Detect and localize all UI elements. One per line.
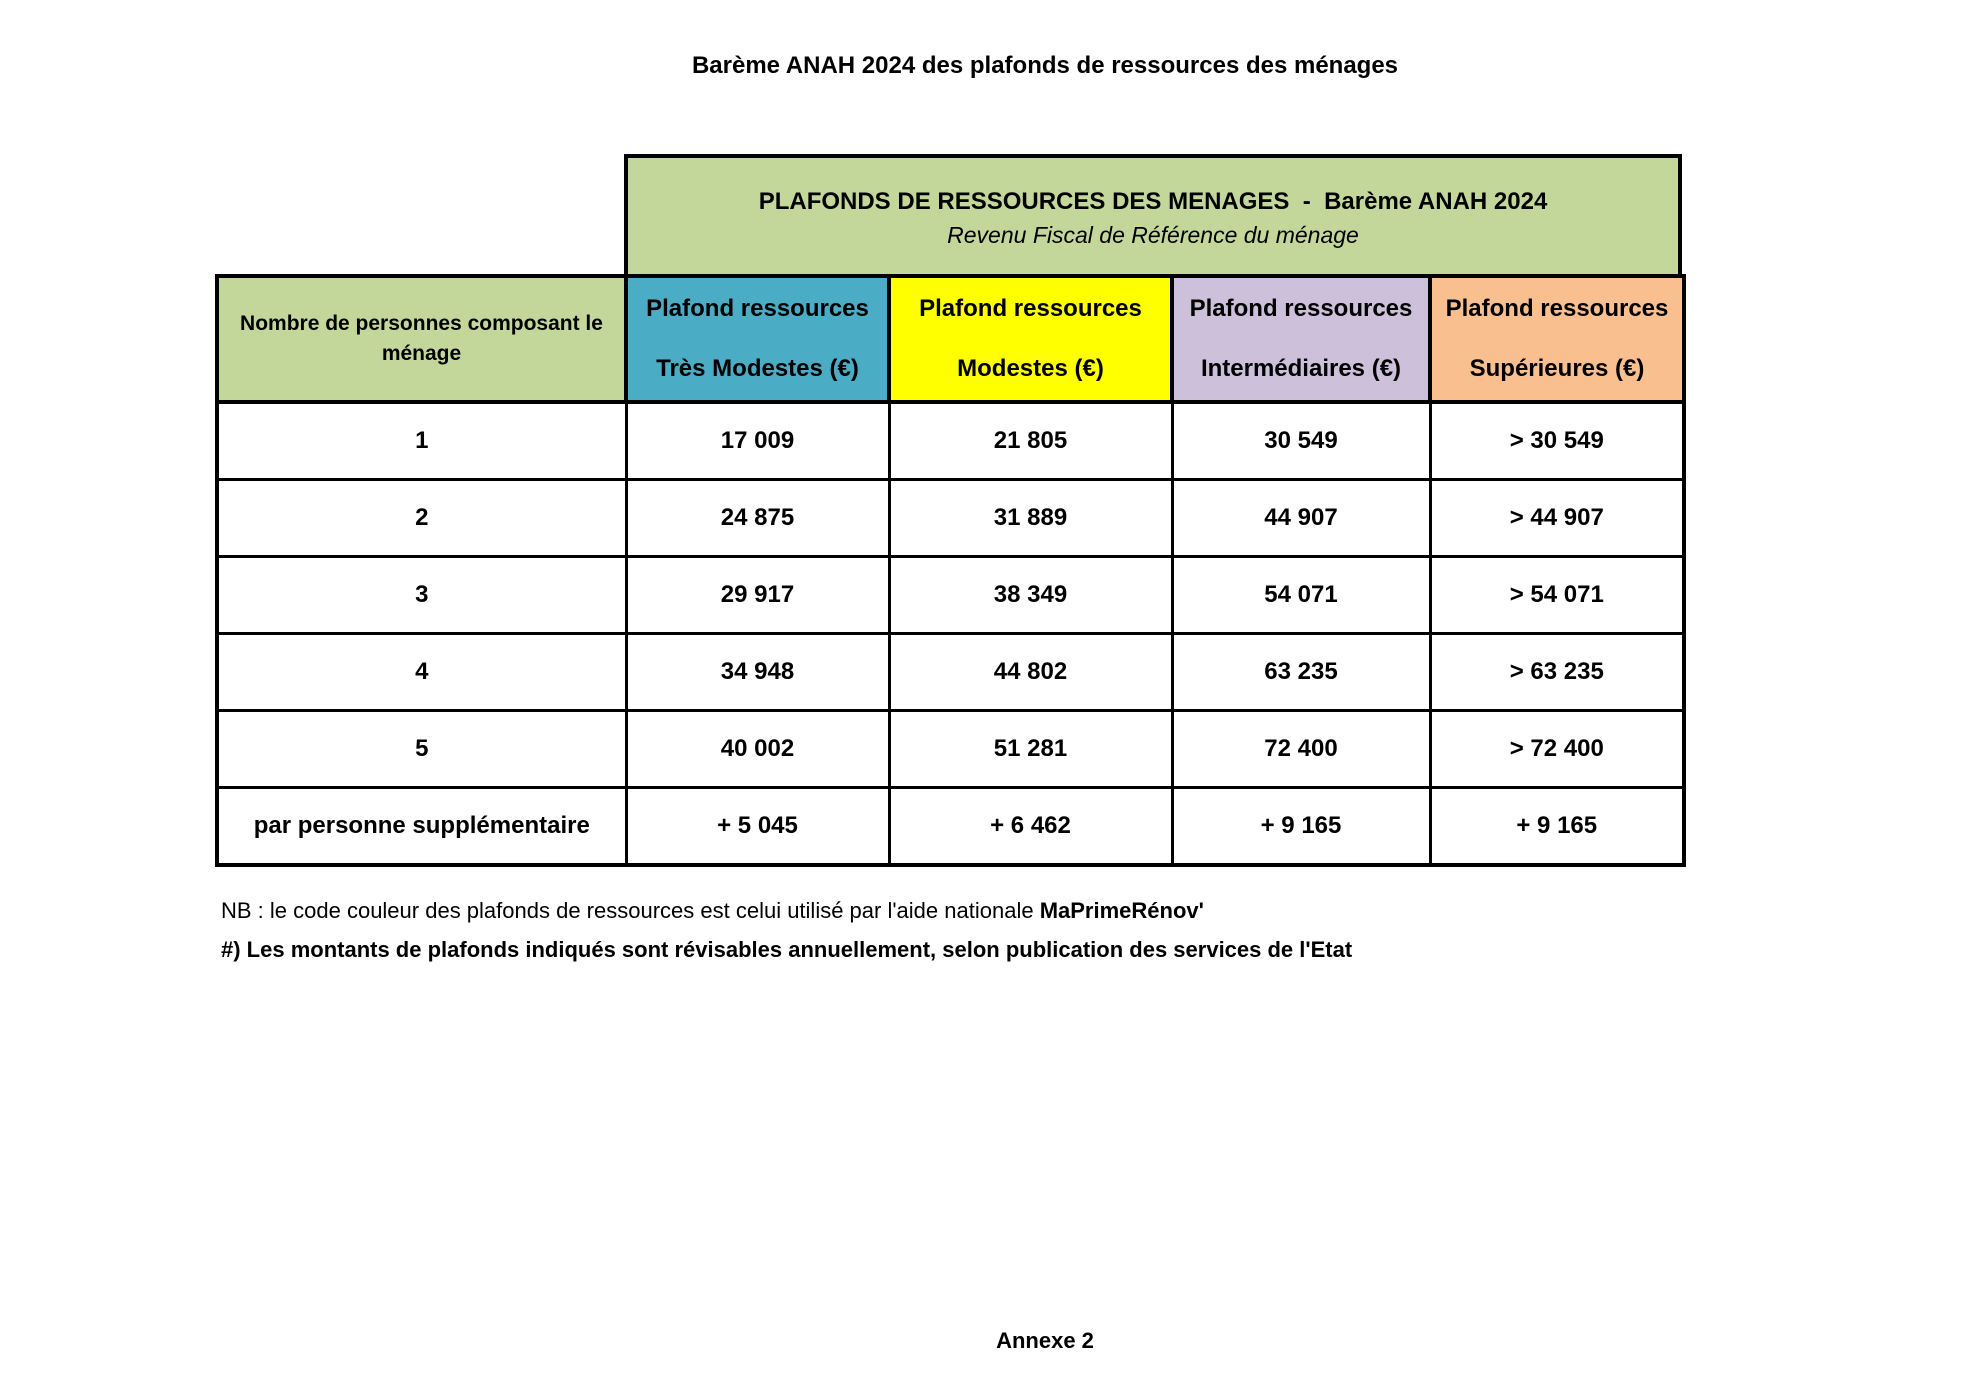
column-header-household-size: Nombre de personnes composant le ménage [217,276,626,402]
table-row [217,711,1684,788]
column-header-category: Très Modestes (€) [656,355,859,382]
ceiling-intermediaires-cell: 63 235 [1172,634,1430,711]
column-header-intermediaires [1172,276,1430,402]
color-code-note [221,898,1204,924]
ceiling-modestes-cell: 31 889 [889,480,1172,557]
household-size-cell: 2 [217,480,626,557]
ceiling-modestes-cell: 21 805 [889,402,1172,480]
ceiling-tres-modestes-cell: 24 875 [626,480,889,557]
column-header-modestes [889,276,1172,402]
ceiling-superieures-cell: + 9 165 [1430,788,1684,866]
revision-warning: #) Les montants de plafonds indiqués sont révisables annuellement, selon publication des services de l'Etat [221,937,1353,962]
column-header-category: Modestes (€) [957,355,1104,382]
ceiling-tres-modestes-cell: 40 002 [626,711,889,788]
ceiling-tres-modestes-cell: 29 917 [626,557,889,634]
household-size-cell: par personne supplémentaire [217,788,626,866]
ceiling-superieures-cell: > 30 549 [1430,402,1684,480]
column-header-tres-modestes [626,276,889,402]
column-header-label: Plafond ressources [646,295,869,322]
column-header-superieures [1430,276,1684,402]
household-size-cell: 1 [217,402,626,480]
note-program-name: MaPrimeRénov' [1039,898,1204,923]
ceiling-modestes-cell: 44 802 [889,634,1172,711]
household-size-cell: 5 [217,711,626,788]
table-header-row [217,276,1684,402]
table-row [217,480,1684,557]
ceiling-intermediaires-cell: 72 400 [1172,711,1430,788]
ceiling-intermediaires-cell: 54 071 [1172,557,1430,634]
ceiling-superieures-cell: > 44 907 [1430,480,1684,557]
ceiling-tres-modestes-cell: 17 009 [626,402,889,480]
ceiling-tres-modestes-cell: + 5 045 [626,788,889,866]
ceiling-superieures-cell: > 72 400 [1430,711,1684,788]
table-row [217,402,1684,480]
household-size-cell: 4 [217,634,626,711]
annex-label: Annexe 2 [996,1328,1094,1353]
ceiling-modestes-cell: 51 281 [889,711,1172,788]
column-header-label: Plafond ressources [919,295,1142,322]
table-band-header [624,154,1682,276]
ceiling-intermediaires-cell: 44 907 [1172,480,1430,557]
ceiling-superieures-cell: > 63 235 [1430,634,1684,711]
column-header-category: Intermédiaires (€) [1200,355,1402,382]
ceiling-modestes-cell: + 6 462 [889,788,1172,866]
column-header-label: Plafond ressources [1445,295,1669,322]
column-header-label: Plafond ressources [1189,295,1413,322]
document-title: Barème ANAH 2024 des plafonds de ressources des ménages [691,52,1399,79]
ceiling-intermediaires-cell: 30 549 [1172,402,1430,480]
ceiling-tres-modestes-cell: 34 948 [626,634,889,711]
band-title: PLAFONDS DE RESSOURCES DES MENAGES - Barème ANAH 2024 [758,188,1548,215]
income-ceiling-table [215,274,1686,867]
ceiling-intermediaires-cell: + 9 165 [1172,788,1430,866]
table-row [217,557,1684,634]
band-subtitle: Revenu Fiscal de Référence du ménage [947,222,1359,248]
table-row-additional-person [217,788,1684,866]
note-text: NB : le code couleur des plafonds de ressources est celui utilisé par l'aide nationale [221,898,1040,923]
household-size-cell: 3 [217,557,626,634]
column-header-category: Supérieures (€) [1469,355,1645,382]
table-row [217,634,1684,711]
ceiling-superieures-cell: > 54 071 [1430,557,1684,634]
ceiling-modestes-cell: 38 349 [889,557,1172,634]
